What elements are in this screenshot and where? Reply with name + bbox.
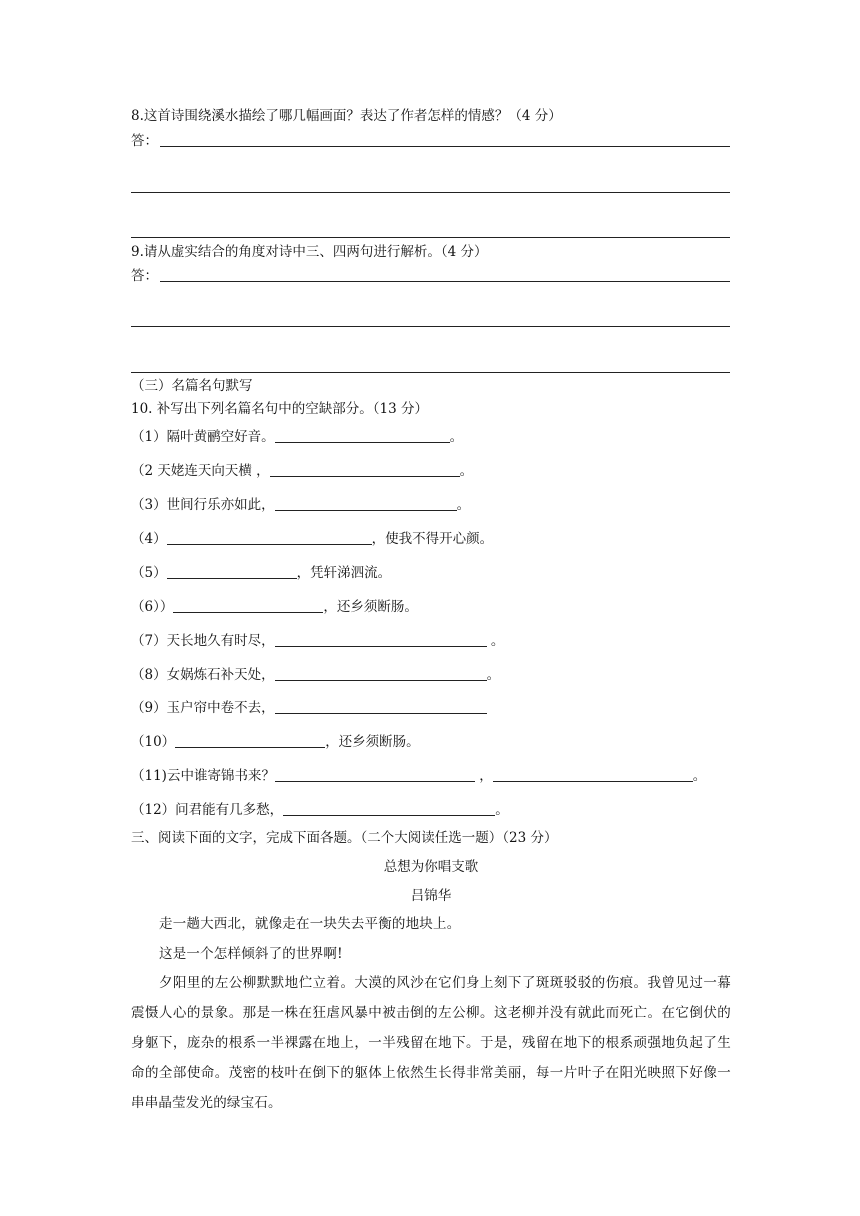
article-paragraph: 夕阳里的左公柳默默地伫立着。大漠的风沙在它们身上刻下了斑斑驳驳的伤痕。我曾见过一幕震慑人心的景象。那是一株在狂虐风暴中被击倒的左公柳。这老柳并没有就此而死亡。在它倒伏的身躯下，庞杂的根系一半裸露在地上，一半残留在地下。于是，残留在地下的根系顽强地负起了生命的全部使命。茂密的枝叶在倒下的躯体上依然生长得非常美丽，每一片叶子在阳光映照下好像一串串晶莹发光的绿宝石。 — [131, 975, 731, 1111]
fill-item-suffix: 。 — [456, 497, 471, 513]
fill-item-suffix: 。 — [459, 463, 474, 479]
fill-blank[interactable] — [283, 801, 495, 816]
fill-item-suffix: ，还乡须断肠。 — [323, 599, 418, 615]
fill-item-6 — [131, 598, 418, 616]
fill-blank[interactable] — [275, 496, 457, 511]
fill-item-prefix: （3）世间行乐亦如此， — [131, 497, 275, 513]
fill-item-prefix: （4） — [131, 531, 167, 547]
fill-blank[interactable] — [275, 632, 487, 647]
fill-blank[interactable] — [275, 699, 487, 714]
fill-item-middle: ， — [474, 768, 493, 784]
question-9-text: 9.请从虚实结合的角度对诗中三、四两句进行解析。（4 分） — [131, 244, 488, 260]
question-10-text: 10. 补写出下列名篇名句中的空缺部分。（13 分） — [131, 401, 428, 417]
fill-item-suffix: 。 — [692, 768, 707, 784]
fill-item-4 — [131, 530, 493, 548]
fill-item-1 — [131, 428, 463, 446]
question-8-text: 8.这首诗围绕溪水描绘了哪几幅画面？表达了作者怎样的情感？（4 分） — [131, 108, 562, 124]
answer-line[interactable] — [160, 146, 730, 147]
fill-item-prefix: （12）问君能有几多愁， — [131, 802, 284, 818]
answer-line[interactable] — [131, 237, 730, 238]
fill-blank[interactable] — [175, 733, 325, 748]
article-paragraph: 这是一个怎样倾斜了的世界啊! — [159, 946, 343, 962]
fill-item-2 — [131, 462, 473, 480]
answer-line[interactable] — [131, 326, 730, 327]
answer-line[interactable] — [160, 281, 730, 282]
reading-instruction: 三、阅读下面的文字，完成下面各题。（二个大阅读任选一题）（23 分） — [131, 830, 558, 846]
fill-item-prefix: （1）隔叶黄鹂空好音。 — [131, 429, 275, 445]
fill-blank[interactable] — [270, 462, 460, 477]
fill-item-prefix: （11)云中谁寄锦书来？ — [131, 768, 275, 784]
fill-blank[interactable] — [275, 428, 450, 443]
fill-blank[interactable] — [275, 666, 487, 681]
fill-item-prefix: （6）） — [131, 599, 174, 615]
question-9-answer-label: 答： — [131, 268, 158, 284]
fill-item-9 — [131, 699, 487, 717]
fill-item-prefix: （10） — [131, 734, 176, 750]
answer-line[interactable] — [131, 192, 730, 193]
fill-item-suffix: 。 — [449, 429, 464, 445]
fill-item-prefix: （7）天长地久有时尽， — [131, 633, 275, 649]
fill-item-5 — [131, 564, 391, 582]
fill-item-10 — [131, 733, 420, 751]
fill-blank[interactable] — [493, 767, 693, 782]
article-paragraph: 走一趟大西北，就像走在一块失去平衡的地块上。 — [159, 916, 461, 932]
fill-item-7 — [131, 632, 504, 650]
fill-item-8 — [131, 666, 500, 684]
fill-item-suffix: ，凭轩涕泗流。 — [296, 565, 392, 581]
fill-blank[interactable] — [275, 767, 475, 782]
fill-item-12 — [131, 801, 509, 819]
fill-item-prefix: （8）女娲炼石补天处， — [131, 667, 275, 683]
article-author: 吕锦华 — [410, 888, 452, 904]
article-title: 总想为你唱支歌 — [383, 859, 479, 875]
fill-blank[interactable] — [167, 564, 297, 579]
answer-line[interactable] — [131, 372, 730, 373]
fill-blank[interactable] — [173, 598, 323, 613]
fill-item-suffix: ，还乡须断肠。 — [325, 734, 420, 750]
fill-item-suffix: 。 — [486, 633, 505, 649]
fill-item-3 — [131, 496, 470, 514]
fill-item-prefix: （9）玉户帘中卷不去， — [131, 700, 275, 716]
fill-item-prefix: （2 天姥连天向天横 ， — [131, 463, 270, 479]
fill-item-suffix: 。 — [486, 667, 501, 683]
fill-item-suffix: 。 — [495, 802, 509, 818]
fill-item-11 — [131, 767, 706, 785]
question-8-answer-label: 答： — [131, 133, 158, 149]
fill-item-prefix: （5） — [131, 565, 167, 581]
fill-item-suffix: ，使我不得开心颜。 — [371, 531, 494, 547]
fill-blank[interactable] — [167, 530, 372, 545]
section-title: （三）名篇名句默写 — [131, 378, 253, 394]
